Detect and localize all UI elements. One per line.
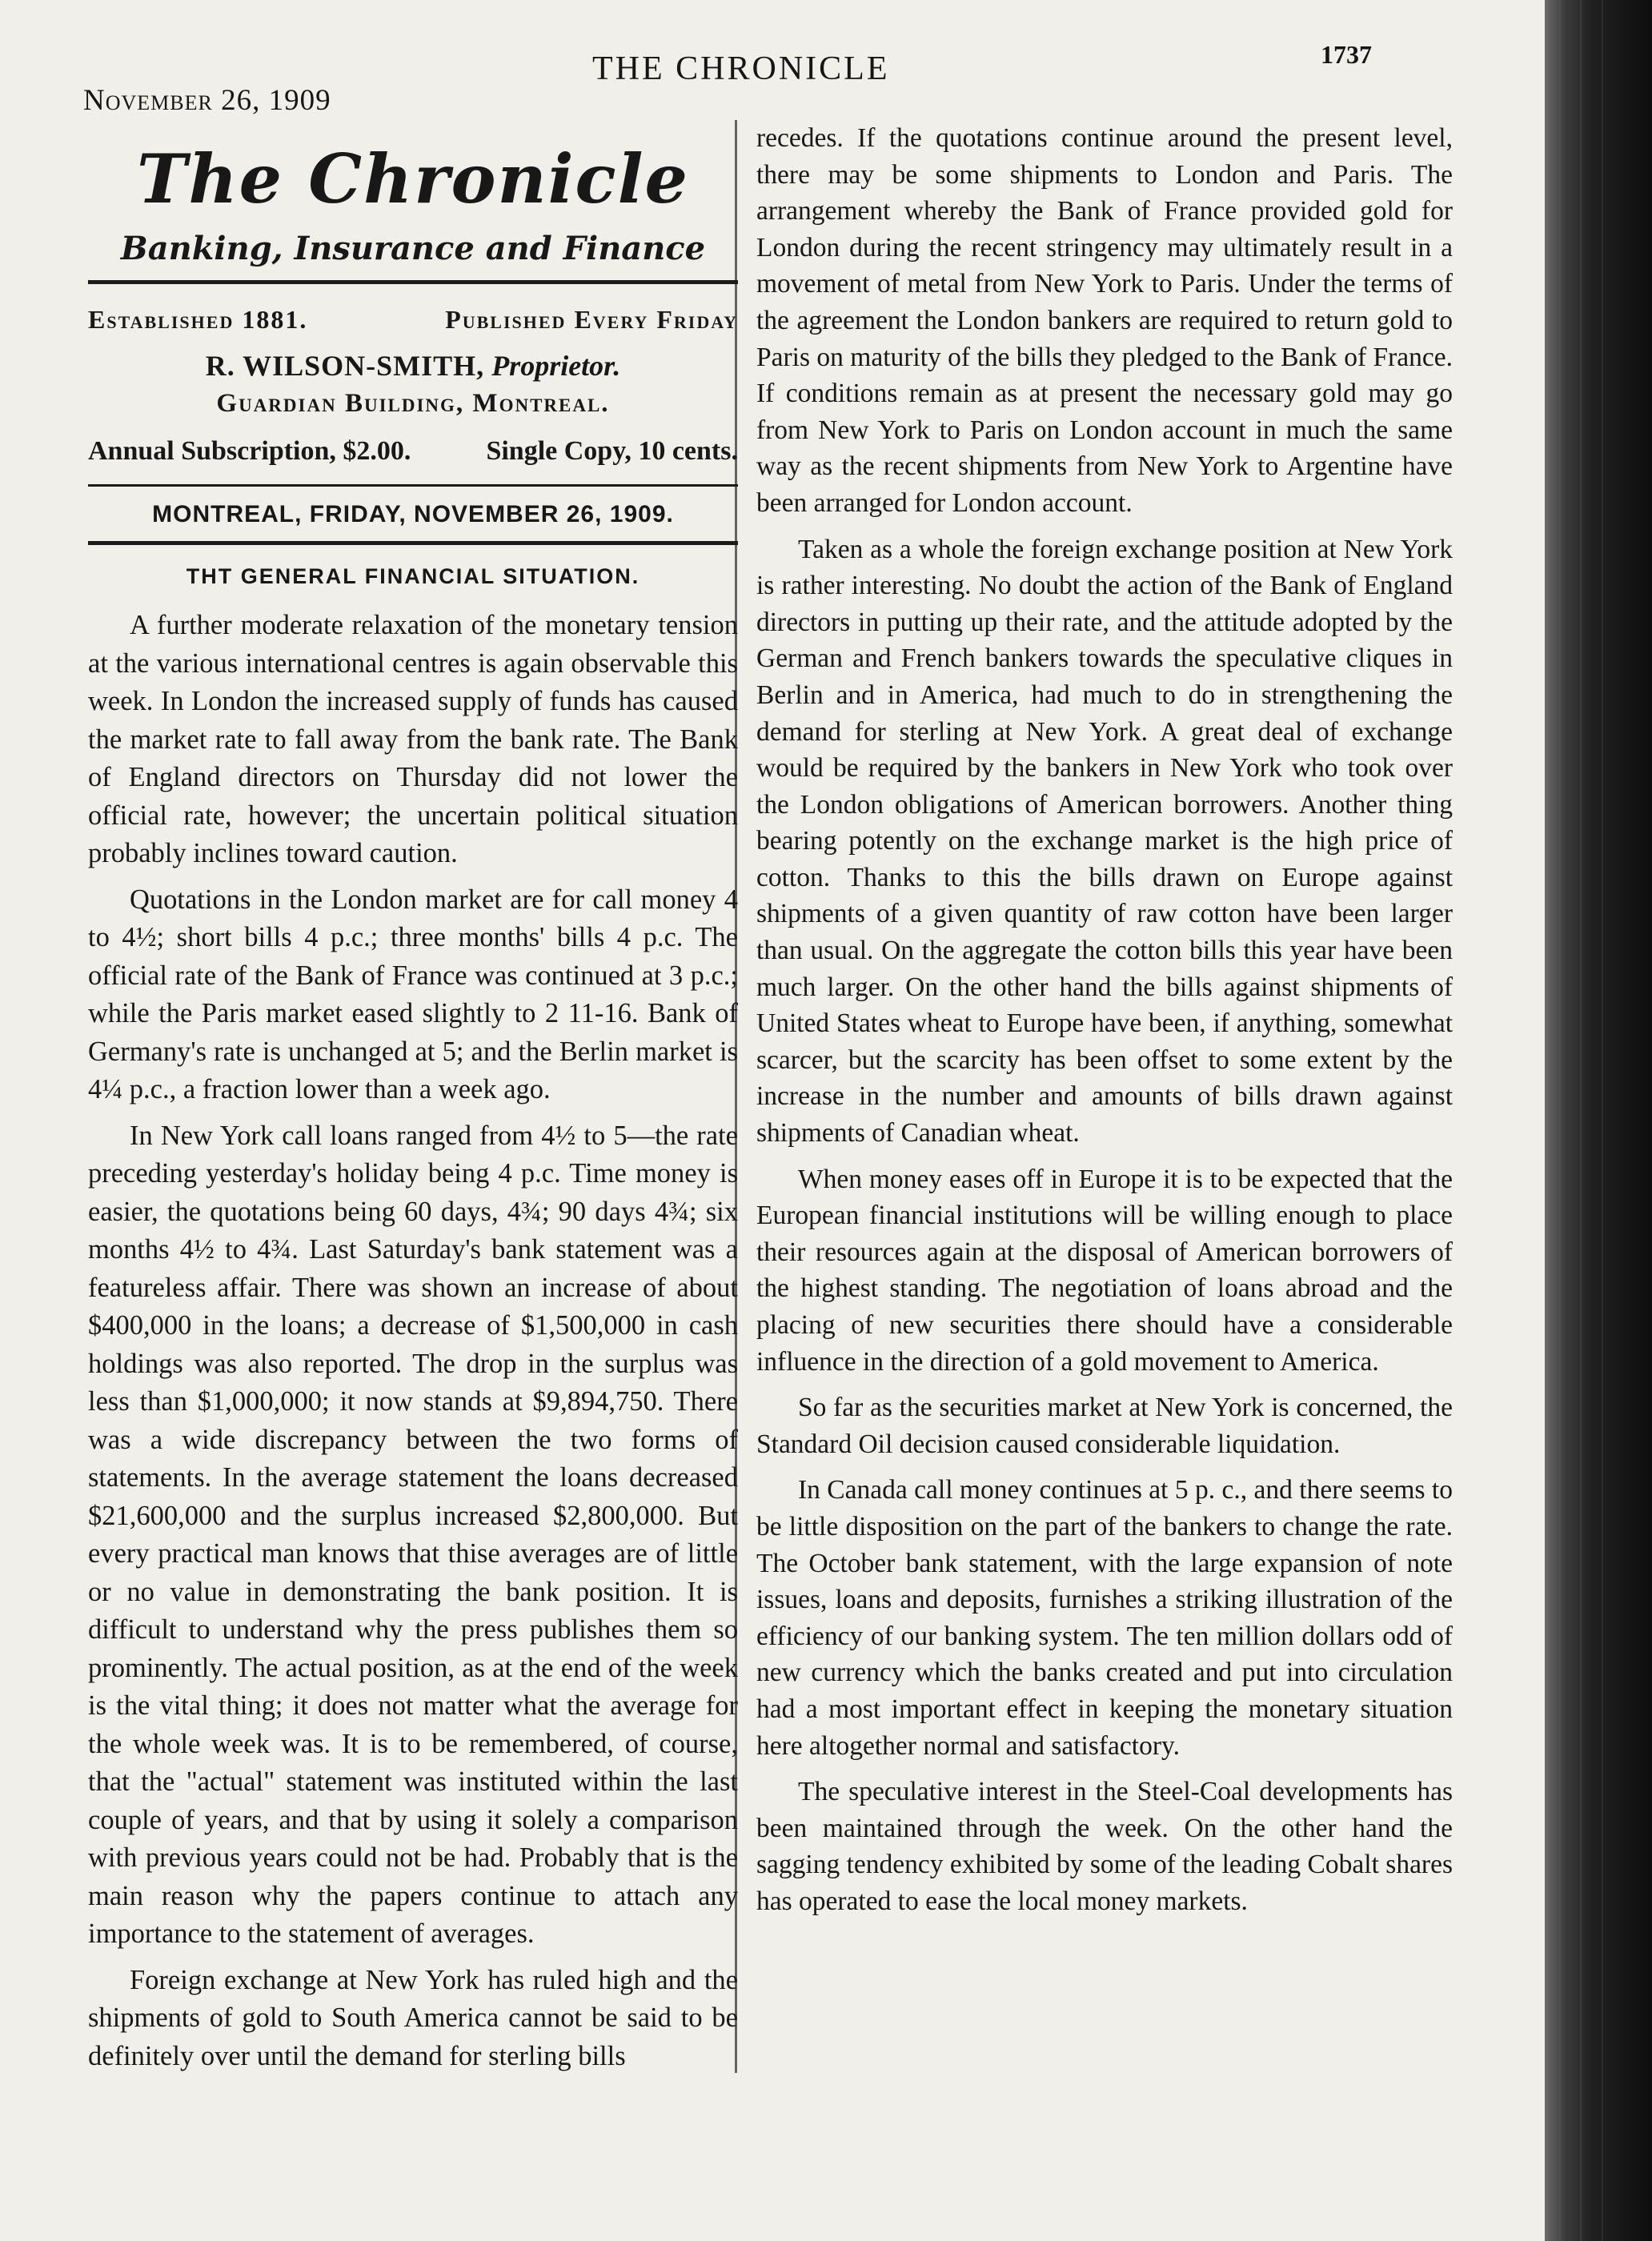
masthead-subtitle: Banking, Insurance and Finance — [120, 230, 706, 267]
article-body-left — [88, 607, 738, 2075]
publisher-address: Guardian Building, Montreal. — [216, 389, 610, 418]
dateline: MONTREAL, FRIDAY, NOVEMBER 26, 1909. — [152, 501, 674, 527]
article-title: THT GENERAL FINANCIAL SITUATION. — [186, 564, 640, 588]
paragraph: The speculative interest in the Steel-Coal developments has been maintained through the week. On the other hand the sagging tendency exhibited by some of the leading Cobalt shares has operated to ease the local money markets. — [756, 1777, 1453, 1916]
proprietor-line — [88, 349, 738, 383]
paragraph-continued: recedes. If the quotations continue around the present level, there may be some shipments to London and Paris. The arrangement whereby the Bank of France provided gold for London during the recent stringency may ultimately result in a movement of metal from New York to Paris. Under the terms of the agreement the London bankers are required to return gold to Paris on maturity of the bills they pledged to the Bank of France. If conditions remain as at present the necessary gold may go from New York to Paris on London account in much the same way as the recent shipments from New York to Argentine have been arranged for London account. — [756, 123, 1453, 518]
page-number: 1737 — [1321, 40, 1372, 69]
paragraph: A further moderate relaxation of the monetary tension at the various international centres is again observable this week. In London the increased supply of funds has caused the market rate to fall away from the bank rate. The Bank of England directors on Thursday did not lower the official rate, however; the uncertain political situation probably inclines toward caution. — [88, 610, 738, 868]
proprietor-name: R. WILSON-SMITH, — [205, 350, 485, 382]
paragraph: In New York call loans ranged from 4½ to 5—the rate preceding yesterday's holiday being 4 p.c. Time money is easier, the quotations being 60 days, 4¾; 90 days 4¾; six months 4½ to 4¾. Last Saturday's bank statement was a featureless affair. There was shown an increase of about $400,000 in the loans; a decrease of $1,500,000 in cash holdings was also reported. The drop in the surplus was less than $1,000,000; it now stands at $9,894,750. There was a wide discrepancy between the two forms of statements. In the average statement the loans decreased $21,600,000 and the surplus increased $2,800,000. But every practical man knows that thise averages are of little or no value in demonstrating the bank position. It is difficult to understand why the press publishes them so prominently. The actual position, as at the end of the week is the vital thing; it does not matter what the average for the whole week was. It is to be remembered, of course, that the "actual" statement was instituted within the last couple of years, and that by using it solely a comparison with previous years could not be had. Probably that is the main reason why the papers continue to attach any importance to the statement of averages. — [88, 1120, 738, 1949]
single-copy-price: Single Copy, 10 cents. — [486, 436, 738, 466]
right-column — [756, 120, 1453, 1930]
left-column — [88, 134, 738, 2083]
dateline-rule-bottom — [88, 541, 738, 545]
paragraph: In Canada call money continues at 5 p. c., and there seems to be little disposition on the part of the bankers to change the rate. The October bank statement, with the large expansion of note issues, loans and deposits, furnishes a striking illustration of the efficiency of our banking system. The ten million dollars odd of new currency which the banks created and put into circulation had a most important effect in keeping the monetary situation here altogether normal and satisfactory. — [756, 1475, 1453, 1761]
article-body-right — [756, 120, 1453, 1920]
running-title: THE CHRONICLE — [592, 50, 890, 87]
paragraph: So far as the securities market at New York is concerned, the Standard Oil decision caused considerable liquidation. — [756, 1393, 1453, 1459]
paragraph: Foreign exchange at New York has ruled high and the shipments of gold to South America cannot be said to be definitely over until the demand for sterling bills — [88, 1964, 738, 2071]
paragraph: When money eases off in Europe it is to be expected that the European financial institutions will be willing enough to place their resources again at the disposal of American borrowers of the highest standing. The negotiation of loans abroad and the placing of new securities there should have a considerable influence in the direction of a gold movement to America. — [756, 1164, 1453, 1377]
dateline-rule-top — [88, 484, 738, 487]
issue-date: November 26, 1909 — [83, 84, 331, 117]
paragraph: Taken as a whole the foreign exchange position at New York is rather interesting. No doubt the action of the Bank of England directors in putting up their rate, and the attitude adopted by the German and French bankers towards the speculative cliques in Berlin and in America, had much to do in strengthening the demand for sterling at New York. A great deal of exchange would be required by the bankers in New York who took over the London obligations of American borrowers. Another thing bearing potently on the exchange market is the high price of cotton. Thanks to this the bills drawn on Europe against shipments of a given quantity of raw cotton have been larger than usual. On the aggregate the cotton bills this year have been much larger. On the other hand the bills against shipments of United States wheat to Europe have been, if anything, somewhat scarcer, but the scarcity has been offset to some extent by the increase in the number and amounts of bills drawn against shipments of Canadian wheat. — [756, 534, 1453, 1149]
proprietor-role: Proprietor. — [491, 350, 621, 382]
masthead-rule — [88, 280, 738, 284]
masthead-title: The Chronicle — [137, 139, 689, 218]
book-spine-edge — [1545, 0, 1652, 2241]
annual-subscription: Annual Subscription, $2.00. — [88, 436, 411, 466]
publication-frequency: Published Every Friday — [445, 305, 738, 334]
paragraph: Quotations in the London market are for call money 4 to 4½; short bills 4 p.c.; three months' bills 4 p.c. The official rate of the Bank of France was continued at 3 p.c.; while the Paris market eased slightly to 2 11-16. Bank of Germany's rate is unchanged at 5; and the Berlin market is 4¼ p.c., a fraction lower than a week ago. — [88, 884, 738, 1104]
running-head — [0, 40, 1545, 128]
pricing-info — [88, 436, 738, 467]
established-year: Established 1881. — [88, 305, 308, 334]
masthead — [88, 139, 738, 545]
publication-info — [88, 305, 738, 335]
